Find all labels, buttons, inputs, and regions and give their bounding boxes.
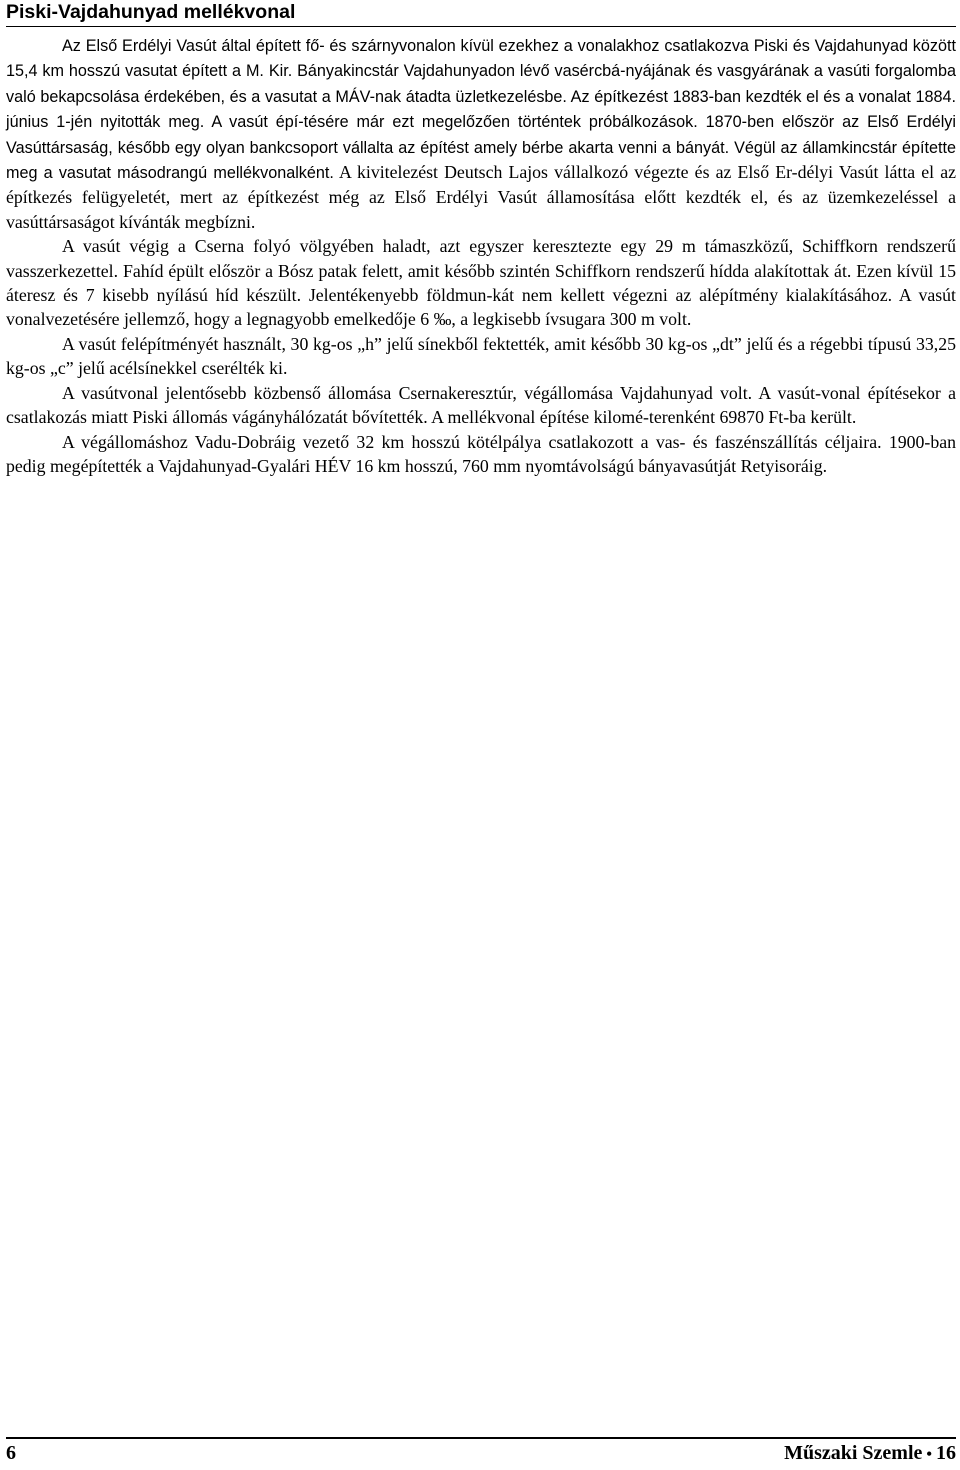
- journal-info: [784, 1440, 956, 1468]
- paragraph-1: [6, 33, 956, 234]
- journal-name: Műszaki Szemle: [784, 1442, 923, 1464]
- title-divider: [6, 26, 956, 27]
- paragraph-text: A vasút felépítményét használt, 30 kg-os „h” jelű sínekből fektették, amit később 30 kg-os „dt” jelű és a régebbi típusú 33,25 kg-os „c” jelű acélsínekkel cserélték ki.: [6, 333, 956, 379]
- separator-bullet: •: [926, 1446, 932, 1463]
- article-body: [6, 33, 956, 478]
- paragraph-text: A vasútvonal jelentősebb közbenső állomása Csernakeresztúr, végállomása Vajdahunyad volt. A vasút-vonal építésekor a csatlakozás miatt Piski állomás vágányhálózatát bővítették. A mellékvonal építése kilomé-terenként 69870 Ft-ba került.: [6, 382, 956, 428]
- paragraph-5: [6, 430, 956, 479]
- paragraph-4: [6, 381, 956, 430]
- paragraph-text: 1870-ben először az Első Erdélyi Vasúttársaság, később egy olyan bankcsoport vállalta az építést amely bérbe akarta venni a bányát. Végül az államkincstár építette meg a vasutat másodrangú mellékvonalként.: [6, 113, 956, 183]
- paragraph-text: Az Első Erdélyi Vasút által épített fő- és szárnyvonalon kívül ezekhez a vonalakhoz csatlakozva Piski és Vajdahunyad között 15,4 km hosszú vasutat épített a M. Kir. Bányakincstár Vajdahunyadon lévő vasércbá-nyájának és vasgyárának a vasúti forgalomba való bekapcsolása érdekében, és a vasutat a MÁV-nak átadta üzletkezelésbe. Az építkezést 1883-ban kezdték el és a vonalat 1884. június 1-jén nyitották meg. A vasút épí-tésére már ezt megelőzően történtek próbálkozások.: [6, 37, 956, 132]
- issue-number: 16: [936, 1442, 956, 1464]
- paragraph-3: [6, 332, 956, 381]
- footer-divider: [6, 1437, 956, 1439]
- paragraph-text: A vasút végig a Cserna folyó völgyében haladt, azt egyszer keresztezte egy 29 m támaszközű, Schiffkorn rendszerű vasszerkezettel. Fahíd épült először a Bósz patak felett, amit később szintén Schiffkorn rendszerű hídda alakítottak át. Ezen kívül 15 áteresz és 7 kisebb nyílású híd készült. Jelentékenyebb földmun-kát nem kellett végezni az alépítmény kialakításához. A vasút vonalvezetésére jellemző, hogy a legnagyobb emelkedője 6 ‰, a legkisebb ívsugara 300 m volt.: [6, 236, 956, 330]
- page-footer: [6, 1440, 956, 1466]
- paragraph-2: [6, 234, 956, 332]
- paragraph-text: A kivitelezést Deutsch Lajos vállalkozó végezte és az Első Er-délyi Vasút látta el az építkezés felügyeletét, mert az építkezést még az Első Erdélyi Vasút államosítása előtt kezdték el, és az üzemkezeléssel a vasúttársaságot kívánták megbízni.: [6, 162, 956, 232]
- page-number: 6: [6, 1442, 16, 1464]
- article-title: Piski-Vajdahunyad mellékvonal: [6, 1, 296, 23]
- paragraph-text: A végállomáshoz Vadu-Dobráig vezető 32 km hosszú kötélpálya csatlakozott a vas- és faszénszállítás céljaira. 1900-ban pedig megépítették a Vajdahunyad-Gyalári HÉV 16 km hosszú, 760 mm nyomtávolságú bányavasútját Retyisoráig.: [6, 431, 956, 476]
- document-page: [6, 0, 956, 1470]
